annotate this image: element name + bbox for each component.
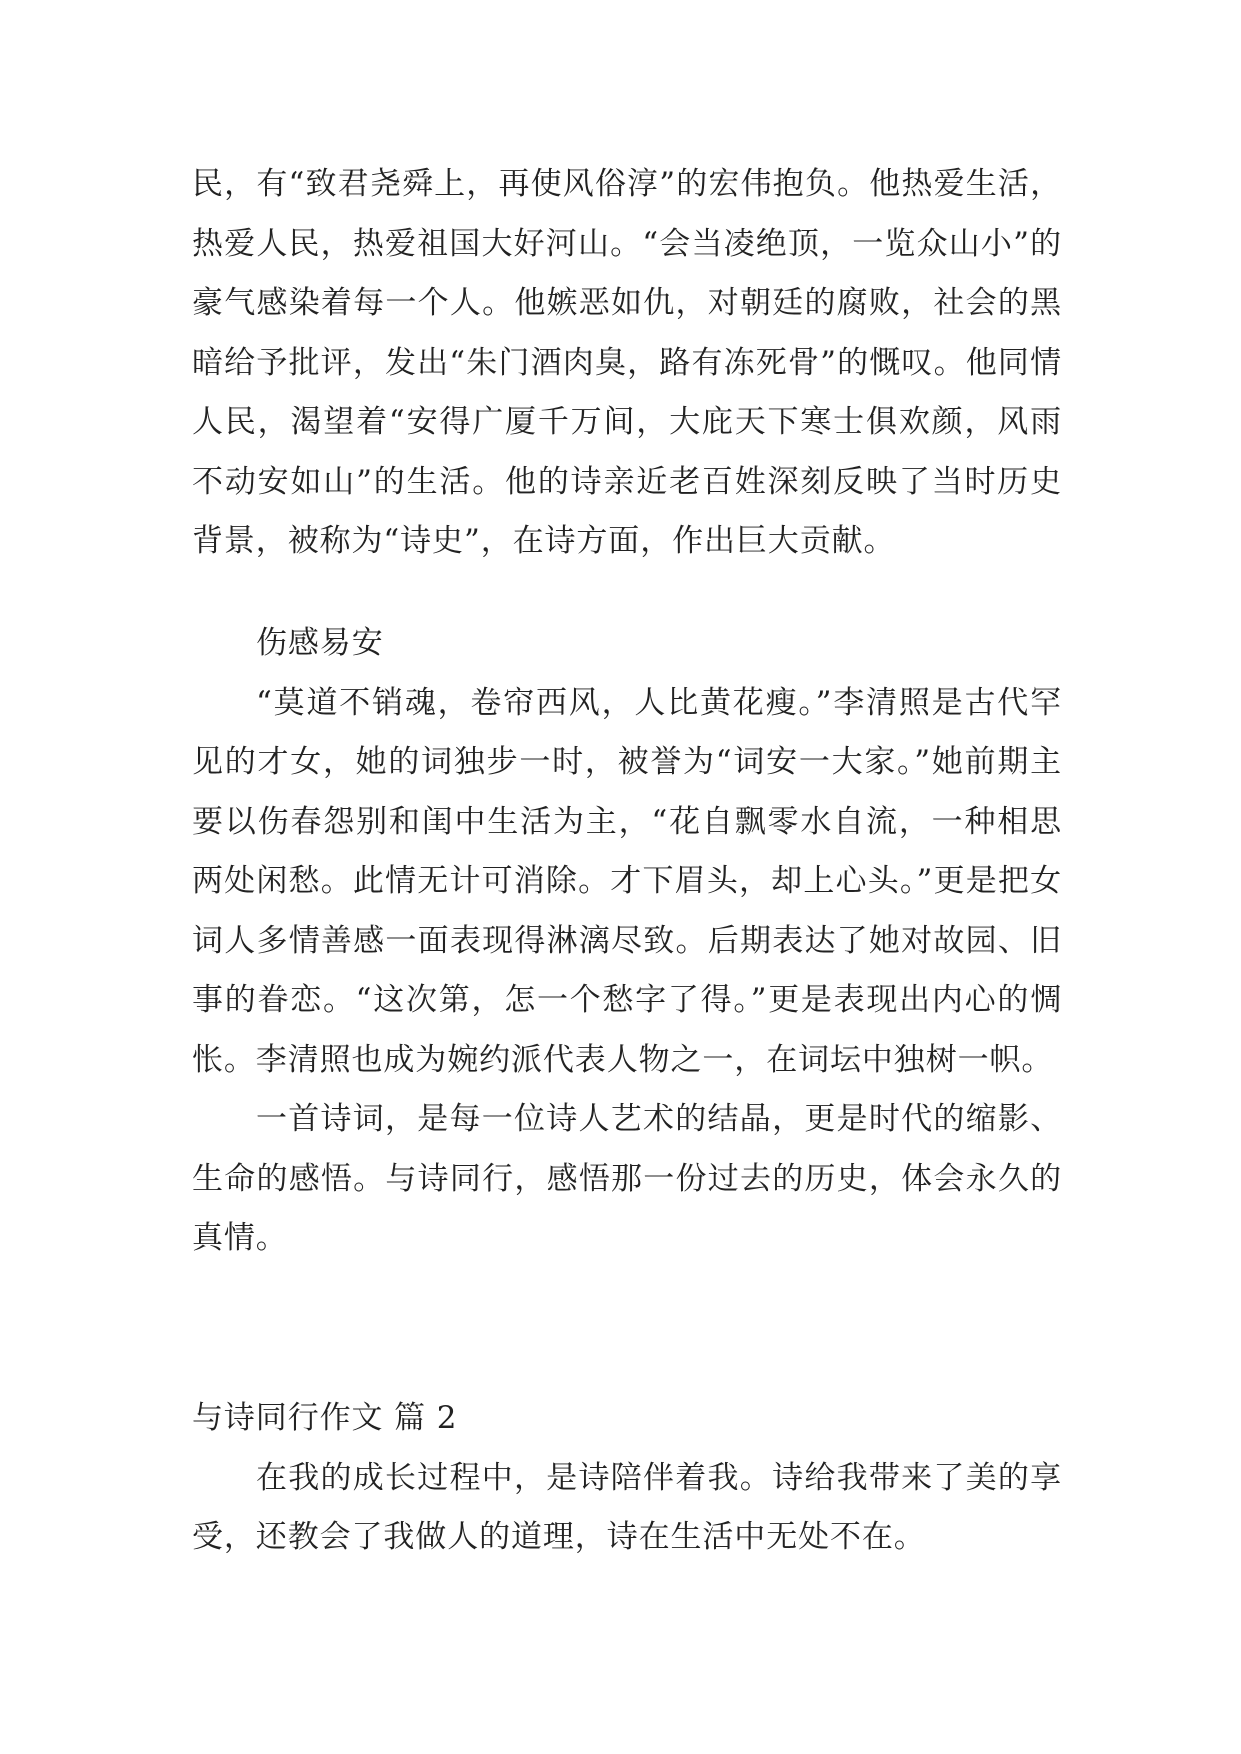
paragraph-du-fu: 民，有“致君尧舜上，再使风俗淳”的宏伟抱负。他热爱生活，热爱人民，热爱祖国大好河山。“会当凌绝顶，一览众山小”的豪气感染着每一个人。他嫉恶如仇，对朝廷的腐败，社会的黑暗给予批评，发出“朱门酒肉臭，路有冻死骨”的慨叹。他同情人民，渴望着“安得广厦千万间，大庇天下寒士俱欢颜，风雨不动安如山”的生活。他的诗亲近老百姓深刻反映了当时历史背景，被称为“诗史”，在诗方面，作出巨大贡献。 xyxy=(192,166,1062,559)
paragraph-li-qingzhao: “莫道不销魂，卷帘西风，人比黄花瘦。”李清照是古代罕见的才女，她的词独步一时，被誉为“词安一大家。”她前期主要以伤春怨别和闺中生活为主，“花自飘零水自流，一种相思两处闲愁。此情无计可消除。才下眉头，却上心头。”更是把女词人多情善感一面表现得淋漓尽致。后期表达了她对故园、旧事的眷恋。“这次第，怎一个愁字了得。”更是表现出内心的惆怅。李清照也成为婉约派代表人物之一，在词坛中独树一帜。 xyxy=(192,684,1062,1078)
paragraph-conclusion: 一首诗词，是每一位诗人艺术的结晶，更是时代的缩影、生命的感悟。与诗同行，感悟那一份过去的历史，体会永久的真情。 xyxy=(192,1101,1062,1256)
paragraph-article-2-intro: 在我的成长过程中，是诗陪伴着我。诗给我带来了美的享受，还教会了我做人的道理，诗在生活中无处不在。 xyxy=(192,1459,1062,1555)
text-block-article-2 xyxy=(192,1389,1062,1568)
text-block-li-qingzhao xyxy=(192,614,1062,1269)
article-title: 与诗同行作文 篇 2 xyxy=(192,1400,458,1436)
text-block-du-fu xyxy=(192,155,1062,572)
section-heading: 伤感易安 xyxy=(256,625,384,661)
